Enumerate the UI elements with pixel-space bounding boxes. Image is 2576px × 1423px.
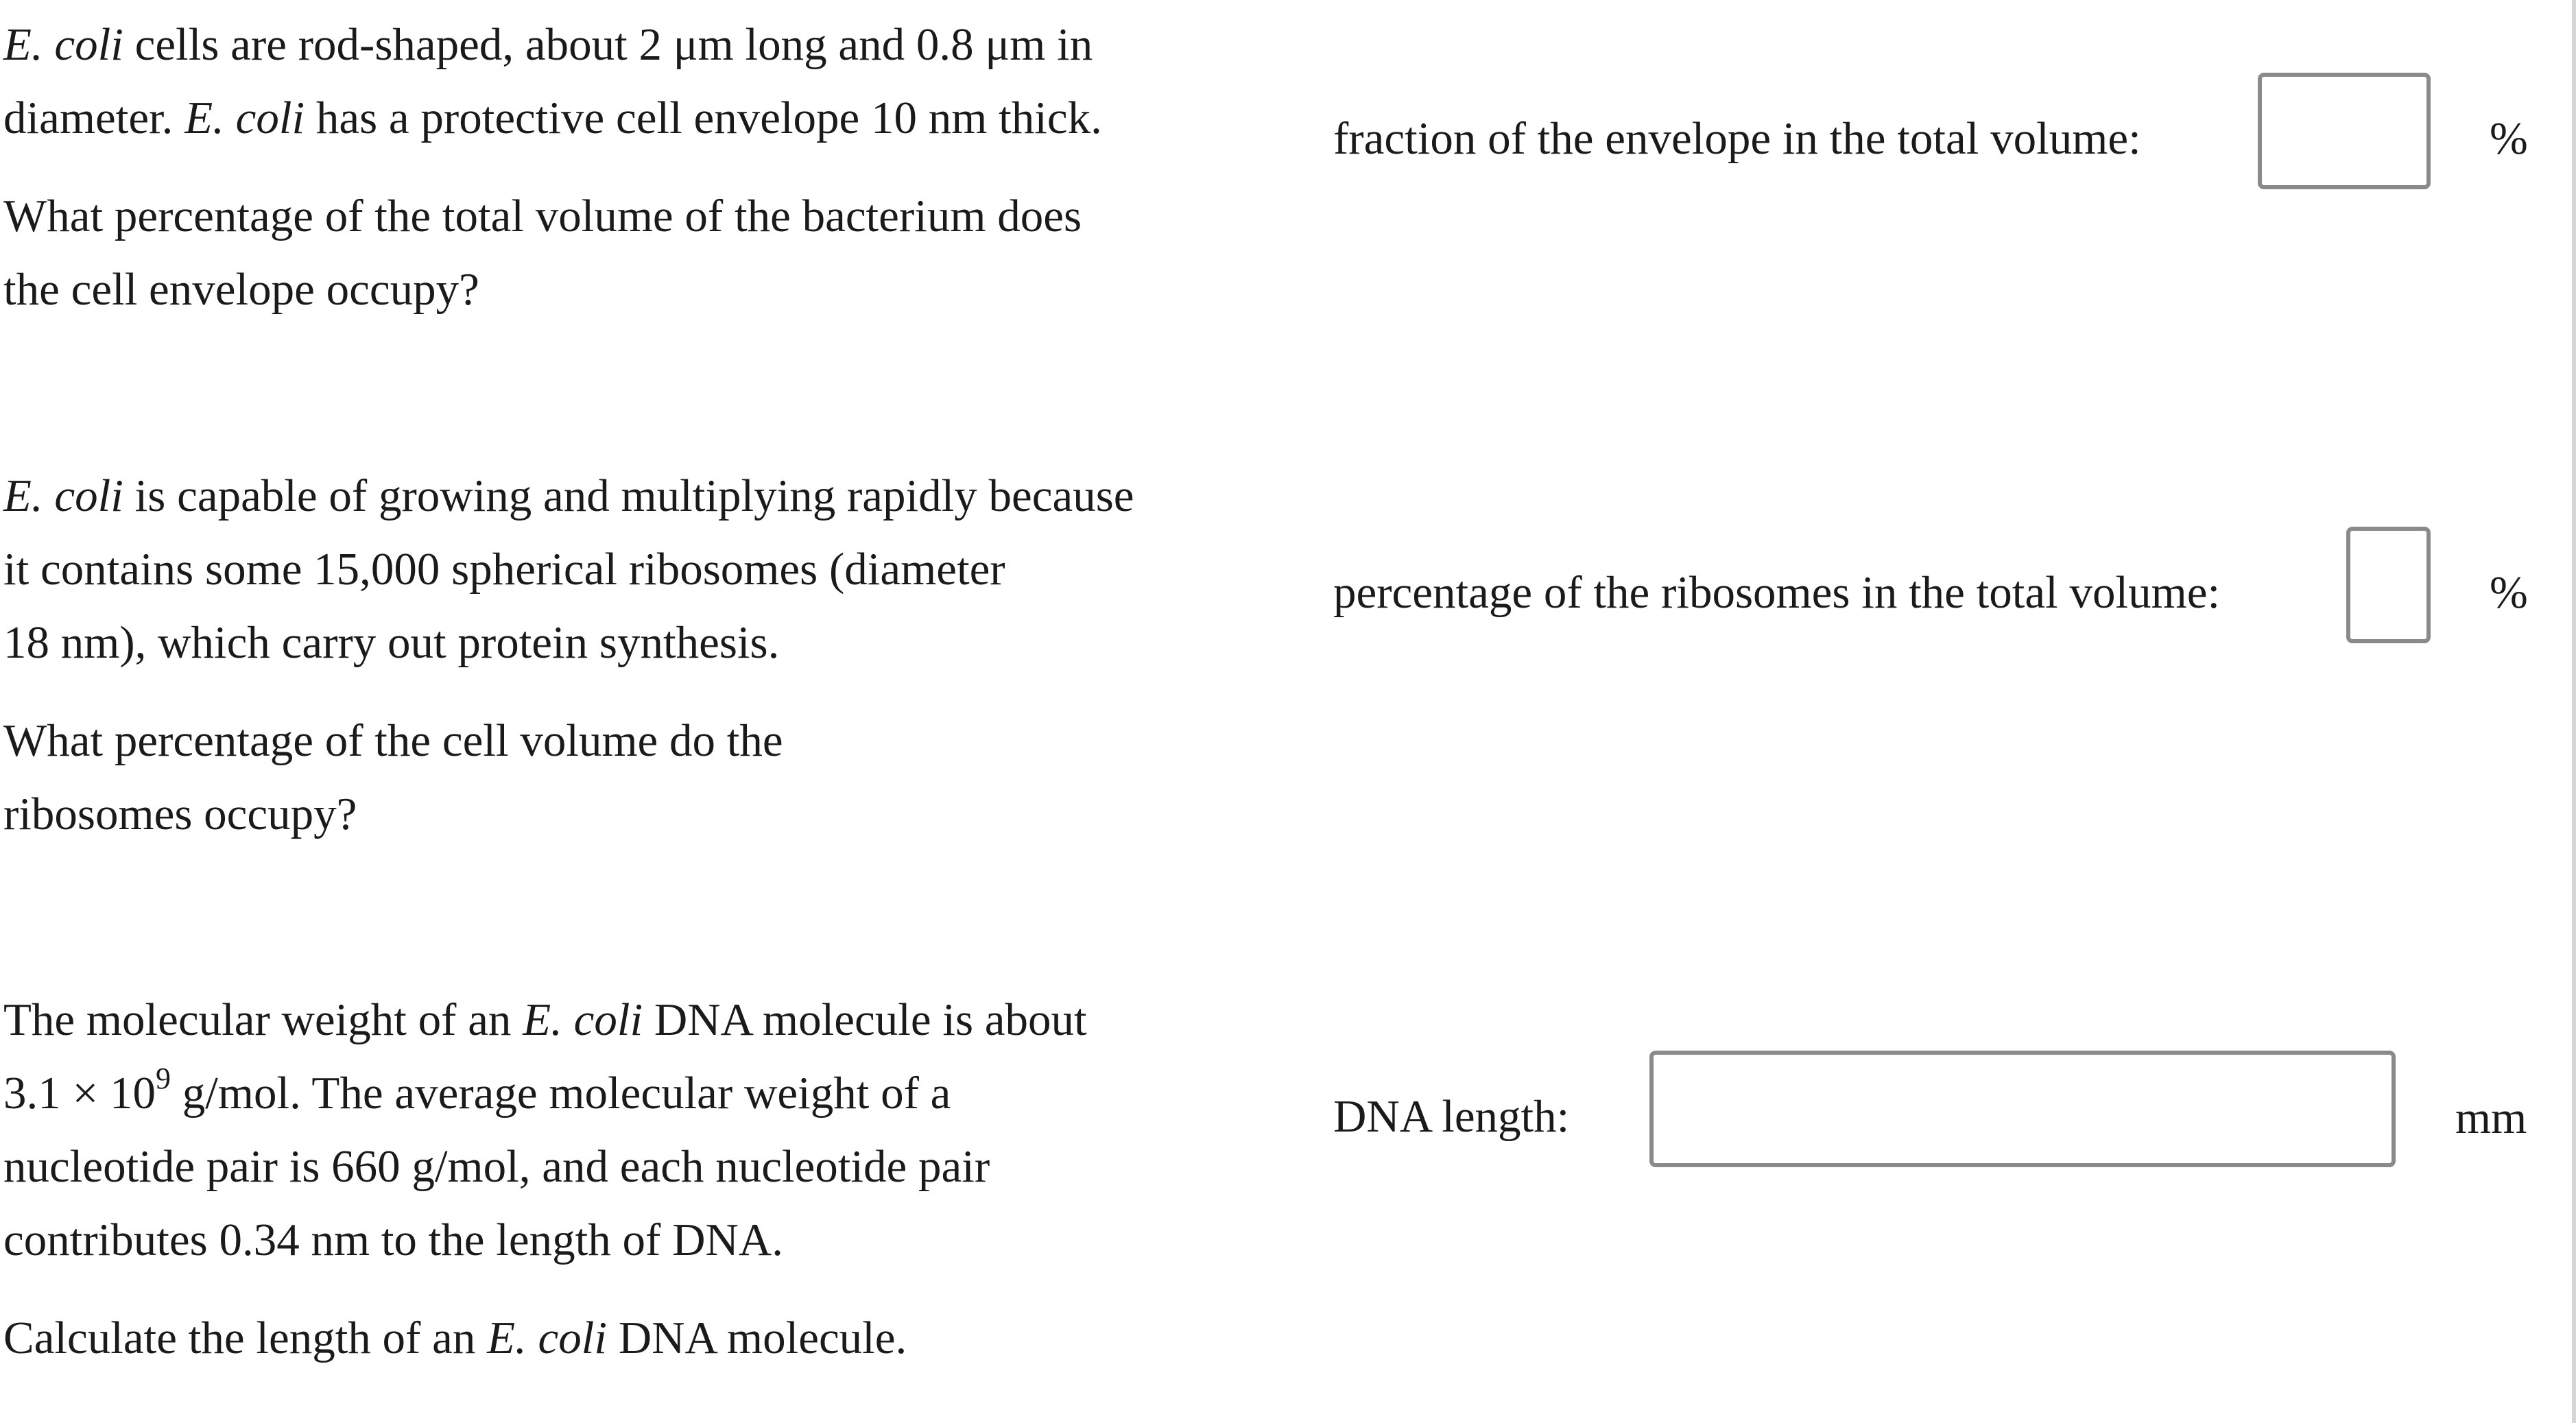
exponent: 9	[156, 1061, 171, 1095]
question-envelope-text	[3, 8, 1102, 326]
ribosomes-text-line: What percentage of the cell volume do the	[3, 715, 783, 766]
envelope-text-line: What percentage of the total volume of the bacterium does	[3, 191, 1082, 241]
envelope-text-line: the cell envelope occupy?	[3, 264, 479, 315]
ribosomes-text-line: ribosomes occupy?	[3, 789, 357, 839]
ribosomes-answer-input[interactable]	[2346, 527, 2431, 643]
question-ribosomes-text	[3, 459, 1134, 851]
envelope-answer-label: fraction of the envelope in the total volume:	[1333, 113, 2141, 164]
page-edge-divider	[2572, 0, 2576, 1423]
envelope-text-line: diameter. E. coli has a protective cell envelope 10 nm thick.	[3, 93, 1102, 143]
ribosomes-answer-label: percentage of the ribosomes in the total volume:	[1333, 567, 2221, 618]
dna-text-line: $3.1 \times 10^9$ g/mol. The average molecular weight of a	[3, 1061, 951, 1119]
dna-text-line: The molecular weight of an E. coli DNA molecule is about	[3, 994, 1087, 1045]
dna-text-line: nucleotide pair is 660 g/mol, and each nucleotide pair	[3, 1141, 990, 1192]
dna-unit: mm	[2455, 1092, 2527, 1143]
italic-term: E. coli	[523, 994, 643, 1045]
italic-term: E. coli	[184, 93, 305, 143]
ribosomes-text-line: E. coli is capable of growing and multiplying rapidly because	[3, 470, 1134, 521]
dna-text-line: contributes 0.34 nm to the length of DNA.	[3, 1215, 783, 1265]
envelope-unit: %	[2490, 113, 2528, 164]
dna-answer-label: DNA length:	[1333, 1091, 1570, 1142]
dna-text-line: Calculate the length of an E. coli DNA molecule.	[3, 1313, 907, 1363]
italic-term: E. coli	[487, 1313, 608, 1363]
italic-term: E. coli	[3, 470, 123, 521]
italic-term: E. coli	[3, 19, 123, 70]
question-dna-text	[3, 983, 1087, 1375]
ribosomes-text-line: it contains some 15,000 spherical ribosomes (diameter	[3, 544, 1005, 595]
dna-answer-input[interactable]	[1649, 1051, 2396, 1167]
envelope-answer-input[interactable]	[2258, 73, 2431, 189]
ribosomes-text-line: 18 nm), which carry out protein synthesis.	[3, 617, 780, 668]
envelope-text-line: E. coli cells are rod-shaped, about 2 μm long and 0.8 μm in	[3, 19, 1093, 70]
ribosomes-unit: %	[2490, 567, 2528, 618]
